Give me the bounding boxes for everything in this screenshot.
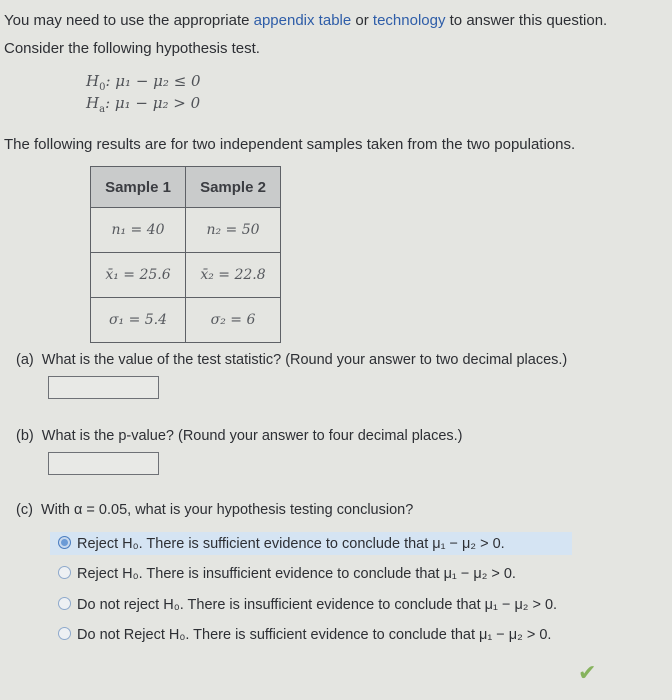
table-row (91, 208, 281, 253)
consider-text: Consider the following hypothesis test. (4, 40, 260, 57)
option-not-reject-sufficient[interactable]: Do not Reject H₀. There is sufficient evidence to conclude that μ₁ − μ₂ > 0. (58, 627, 551, 643)
alternative-hypothesis: $H_a$: μ₁ − μ₂ > 0 (86, 94, 201, 115)
technology-link[interactable]: technology (372, 12, 446, 29)
radio-icon[interactable] (58, 566, 71, 579)
radio-icon[interactable] (58, 597, 71, 610)
option-reject-sufficient[interactable]: Reject H₀. There is sufficient evidence to conclude that μ₁ − μ₂ > 0. (58, 536, 505, 552)
test-statistic-input[interactable] (48, 376, 159, 399)
checkmark-icon: ✔ (578, 660, 597, 685)
question-c: (c) With α = 0.05, what is your hypothesis testing conclusion? (16, 502, 414, 518)
samples-table (90, 166, 281, 343)
option-reject-insufficient[interactable]: Reject H₀. There is insufficient evidence to conclude that μ₁ − μ₂ > 0. (58, 566, 516, 582)
appendix-table-link[interactable]: appendix table (253, 12, 352, 29)
xbar2-cell: x̄₂ = 22.8 (186, 253, 281, 298)
option-not-reject-insufficient[interactable]: Do not reject H₀. There is insufficient evidence to conclude that μ₁ − μ₂ > 0. (58, 597, 557, 613)
n1-cell: n₁ = 40 (91, 208, 186, 253)
null-hypothesis: $H_0$: μ₁ − μ₂ ≤ 0 (86, 72, 201, 93)
results-text: The following results are for two independent samples taken from the two populations. (4, 136, 576, 153)
xbar1-cell: x̄₁ = 25.6 (91, 253, 186, 298)
header-sample-1: Sample 1 (91, 167, 186, 208)
question-a: (a) What is the value of the test statistic? (Round your answer to two decimal places.) (16, 352, 568, 368)
header-sample-2: Sample 2 (186, 167, 281, 208)
instruction-text: You may need to use the appropriate appendix table or technology to answer this question. (4, 12, 608, 29)
question-b: (b) What is the p-value? (Round your answer to four decimal places.) (16, 428, 463, 444)
table-row (91, 298, 281, 343)
table-row (91, 253, 281, 298)
sigma1-cell: σ₁ = 5.4 (91, 298, 186, 343)
n2-cell: n₂ = 50 (186, 208, 281, 253)
p-value-input[interactable] (48, 452, 159, 475)
radio-selected-icon[interactable] (58, 536, 71, 549)
sigma2-cell: σ₂ = 6 (186, 298, 281, 343)
radio-icon[interactable] (58, 627, 71, 640)
